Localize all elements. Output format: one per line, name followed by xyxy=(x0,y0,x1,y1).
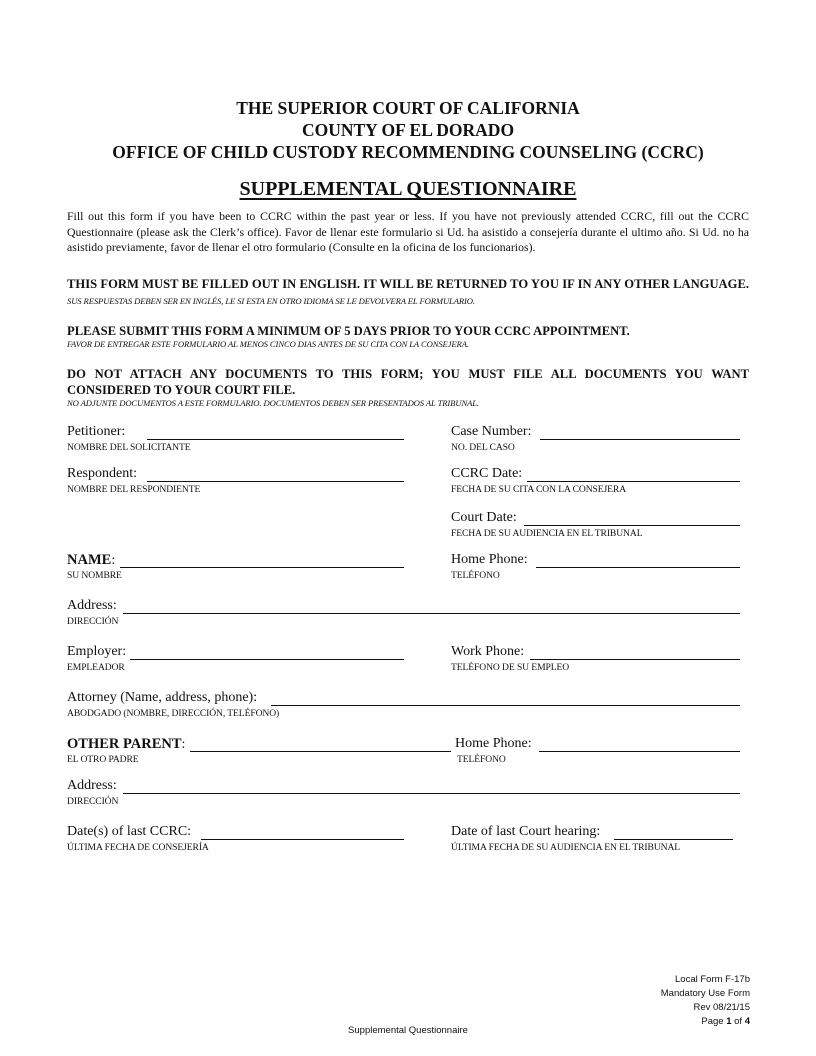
footer-title: Supplemental Questionnaire xyxy=(348,1025,468,1036)
home-phone-label: Home Phone: xyxy=(451,552,528,567)
respondent-sublabel: NOMBRE DEL RESPONDIENTE xyxy=(67,484,201,495)
last-court-field[interactable] xyxy=(614,839,733,840)
mandatory-note: Mandatory Use Form xyxy=(660,988,750,999)
office-name: OFFICE OF CHILD CUSTODY RECOMMENDING COUNSELING (CCRC) xyxy=(112,142,704,162)
name-field[interactable] xyxy=(120,567,404,568)
respondent-label: Respondent: xyxy=(67,466,137,481)
home-phone-sublabel: TELÉFONO xyxy=(451,570,500,581)
court-name: THE SUPERIOR COURT OF CALIFORNIA xyxy=(236,98,580,118)
other-parent-label xyxy=(67,736,185,753)
work-phone-field[interactable] xyxy=(530,659,740,660)
other-parent-label-text: OTHER PARENT xyxy=(67,736,182,752)
last-ccrc-label: Date(s) of last CCRC: xyxy=(67,824,192,839)
petitioner-label: Petitioner: xyxy=(67,424,126,439)
name-label xyxy=(67,552,115,569)
court-date-field[interactable] xyxy=(524,525,740,526)
other-home-phone-sublabel: TELÉFONO xyxy=(457,754,506,765)
other-home-phone-label: Home Phone: xyxy=(455,736,532,751)
last-court-sublabel: ÚLTIMA FECHA DE SU AUDIENCIA EN EL TRIBUNAL xyxy=(451,842,681,853)
last-court-label: Date of last Court hearing: xyxy=(451,824,601,839)
submit-notice xyxy=(67,323,749,350)
documents-notice-en: DO NOT ATTACH ANY DOCUMENTS TO THIS FORM; YOU MUST FILE ALL DOCUMENTS YOU WANT CONSIDERED TO YOUR COURT FILE. xyxy=(67,367,749,397)
page-current: 1 xyxy=(726,1016,732,1027)
name-label-text: NAME xyxy=(67,552,112,568)
last-ccrc-field[interactable] xyxy=(201,839,404,840)
petitioner-field[interactable] xyxy=(147,439,404,440)
other-parent-sublabel: EL OTRO PADRE xyxy=(67,754,139,765)
ccrc-date-field[interactable] xyxy=(527,481,740,482)
other-address-label: Address: xyxy=(67,778,117,793)
page-prefix: Page xyxy=(701,1016,727,1027)
ccrc-date-label: CCRC Date: xyxy=(451,466,523,481)
submit-notice-es: FAVOR DE ENTREGAR ESTE FORMULARIO AL MENOS CINCO DIAS ANTES DE SU CITA CON LA CONSEJERA. xyxy=(67,339,469,349)
court-date-sublabel: FECHA DE SU AUDIENCIA EN EL TRIBUNAL xyxy=(451,528,643,539)
other-address-field[interactable] xyxy=(123,793,740,794)
address-sublabel: DIRECCIÓN xyxy=(67,616,119,627)
page-of: of xyxy=(731,1016,745,1027)
documents-notice xyxy=(67,366,749,409)
work-phone-sublabel: TELÉFONO DE SU EMPLEO xyxy=(451,662,570,673)
form-title: SUPPLEMENTAL QUESTIONNAIRE xyxy=(239,178,577,200)
court-date-label: Court Date: xyxy=(451,510,517,525)
other-home-phone-field[interactable] xyxy=(539,751,740,752)
other-parent-label-colon: : xyxy=(181,737,186,752)
address-label: Address: xyxy=(67,598,117,613)
attorney-label: Attorney (Name, address, phone): xyxy=(67,690,258,705)
form-id: Local Form F-17b xyxy=(675,974,750,985)
employer-sublabel: EMPLEADOR xyxy=(67,662,125,673)
other-parent-field[interactable] xyxy=(190,751,451,752)
submit-notice-en: PLEASE SUBMIT THIS FORM A MINIMUM OF 5 DAYS PRIOR TO YOUR CCRC APPOINTMENT. xyxy=(67,324,630,338)
attorney-field[interactable] xyxy=(271,705,740,706)
employer-label: Employer: xyxy=(67,644,127,659)
respondent-field[interactable] xyxy=(147,481,404,482)
name-sublabel: SU NOMBRE xyxy=(67,570,122,581)
county-name: COUNTY OF EL DORADO xyxy=(301,120,515,140)
other-address-sublabel: DIRECCIÓN xyxy=(67,796,119,807)
case-number-field[interactable] xyxy=(540,439,740,440)
revision: Rev 08/21/15 xyxy=(693,1002,750,1013)
case-number-sublabel: NO. DEL CASO xyxy=(451,442,515,453)
address-field[interactable] xyxy=(123,613,740,614)
intro-paragraph: Fill out this form if you have been to CCRC within the past year or less. If you have not previously attended CCRC, fill out the CCRC Questionnaire (please ask the Clerk’s office). Favor de llenar este formulario si Ud. ha asistido a consejería durante el ultimo año. Si Ud. no ha asistido previamente, favor de llenar el otro formulario (Consulte en la oficina de los funcionarios). xyxy=(67,209,749,254)
english-notice-en: THIS FORM MUST BE FILLED OUT IN ENGLISH. IT WILL BE RETURNED TO YOU IF IN ANY OTHER LANGUAGE. xyxy=(67,277,749,291)
english-notice-es: SUS RESPUESTAS DEBEN SER EN INGLÉS, LE SI ESTA EN OTRO IDIOMA SE LE DEVOLVERA EL FORMULARIO. xyxy=(67,296,475,306)
footer-block xyxy=(550,973,750,1029)
last-ccrc-sublabel: ÚLTIMA FECHA DE CONSEJERÍA xyxy=(67,842,209,853)
english-notice xyxy=(67,276,749,309)
attorney-sublabel: ABODGADO (NOMBRE, DIRECCIÓN, TELÉFONO) xyxy=(67,708,280,719)
petitioner-sublabel: NOMBRE DEL SOLICITANTE xyxy=(67,442,191,453)
employer-field[interactable] xyxy=(130,659,404,660)
documents-notice-es: NO ADJUNTE DOCUMENTOS A ESTE FORMULARIO. DOCUMENTOS DEBEN SER PRESENTADOS AL TRIBUNAL. xyxy=(67,398,479,408)
ccrc-date-sublabel: FECHA DE SU CITA CON LA CONSEJERA xyxy=(451,484,627,495)
case-number-label: Case Number: xyxy=(451,424,532,439)
home-phone-field[interactable] xyxy=(536,567,740,568)
page-total: 4 xyxy=(744,1016,750,1027)
name-label-colon: : xyxy=(111,553,116,568)
work-phone-label: Work Phone: xyxy=(451,644,525,659)
